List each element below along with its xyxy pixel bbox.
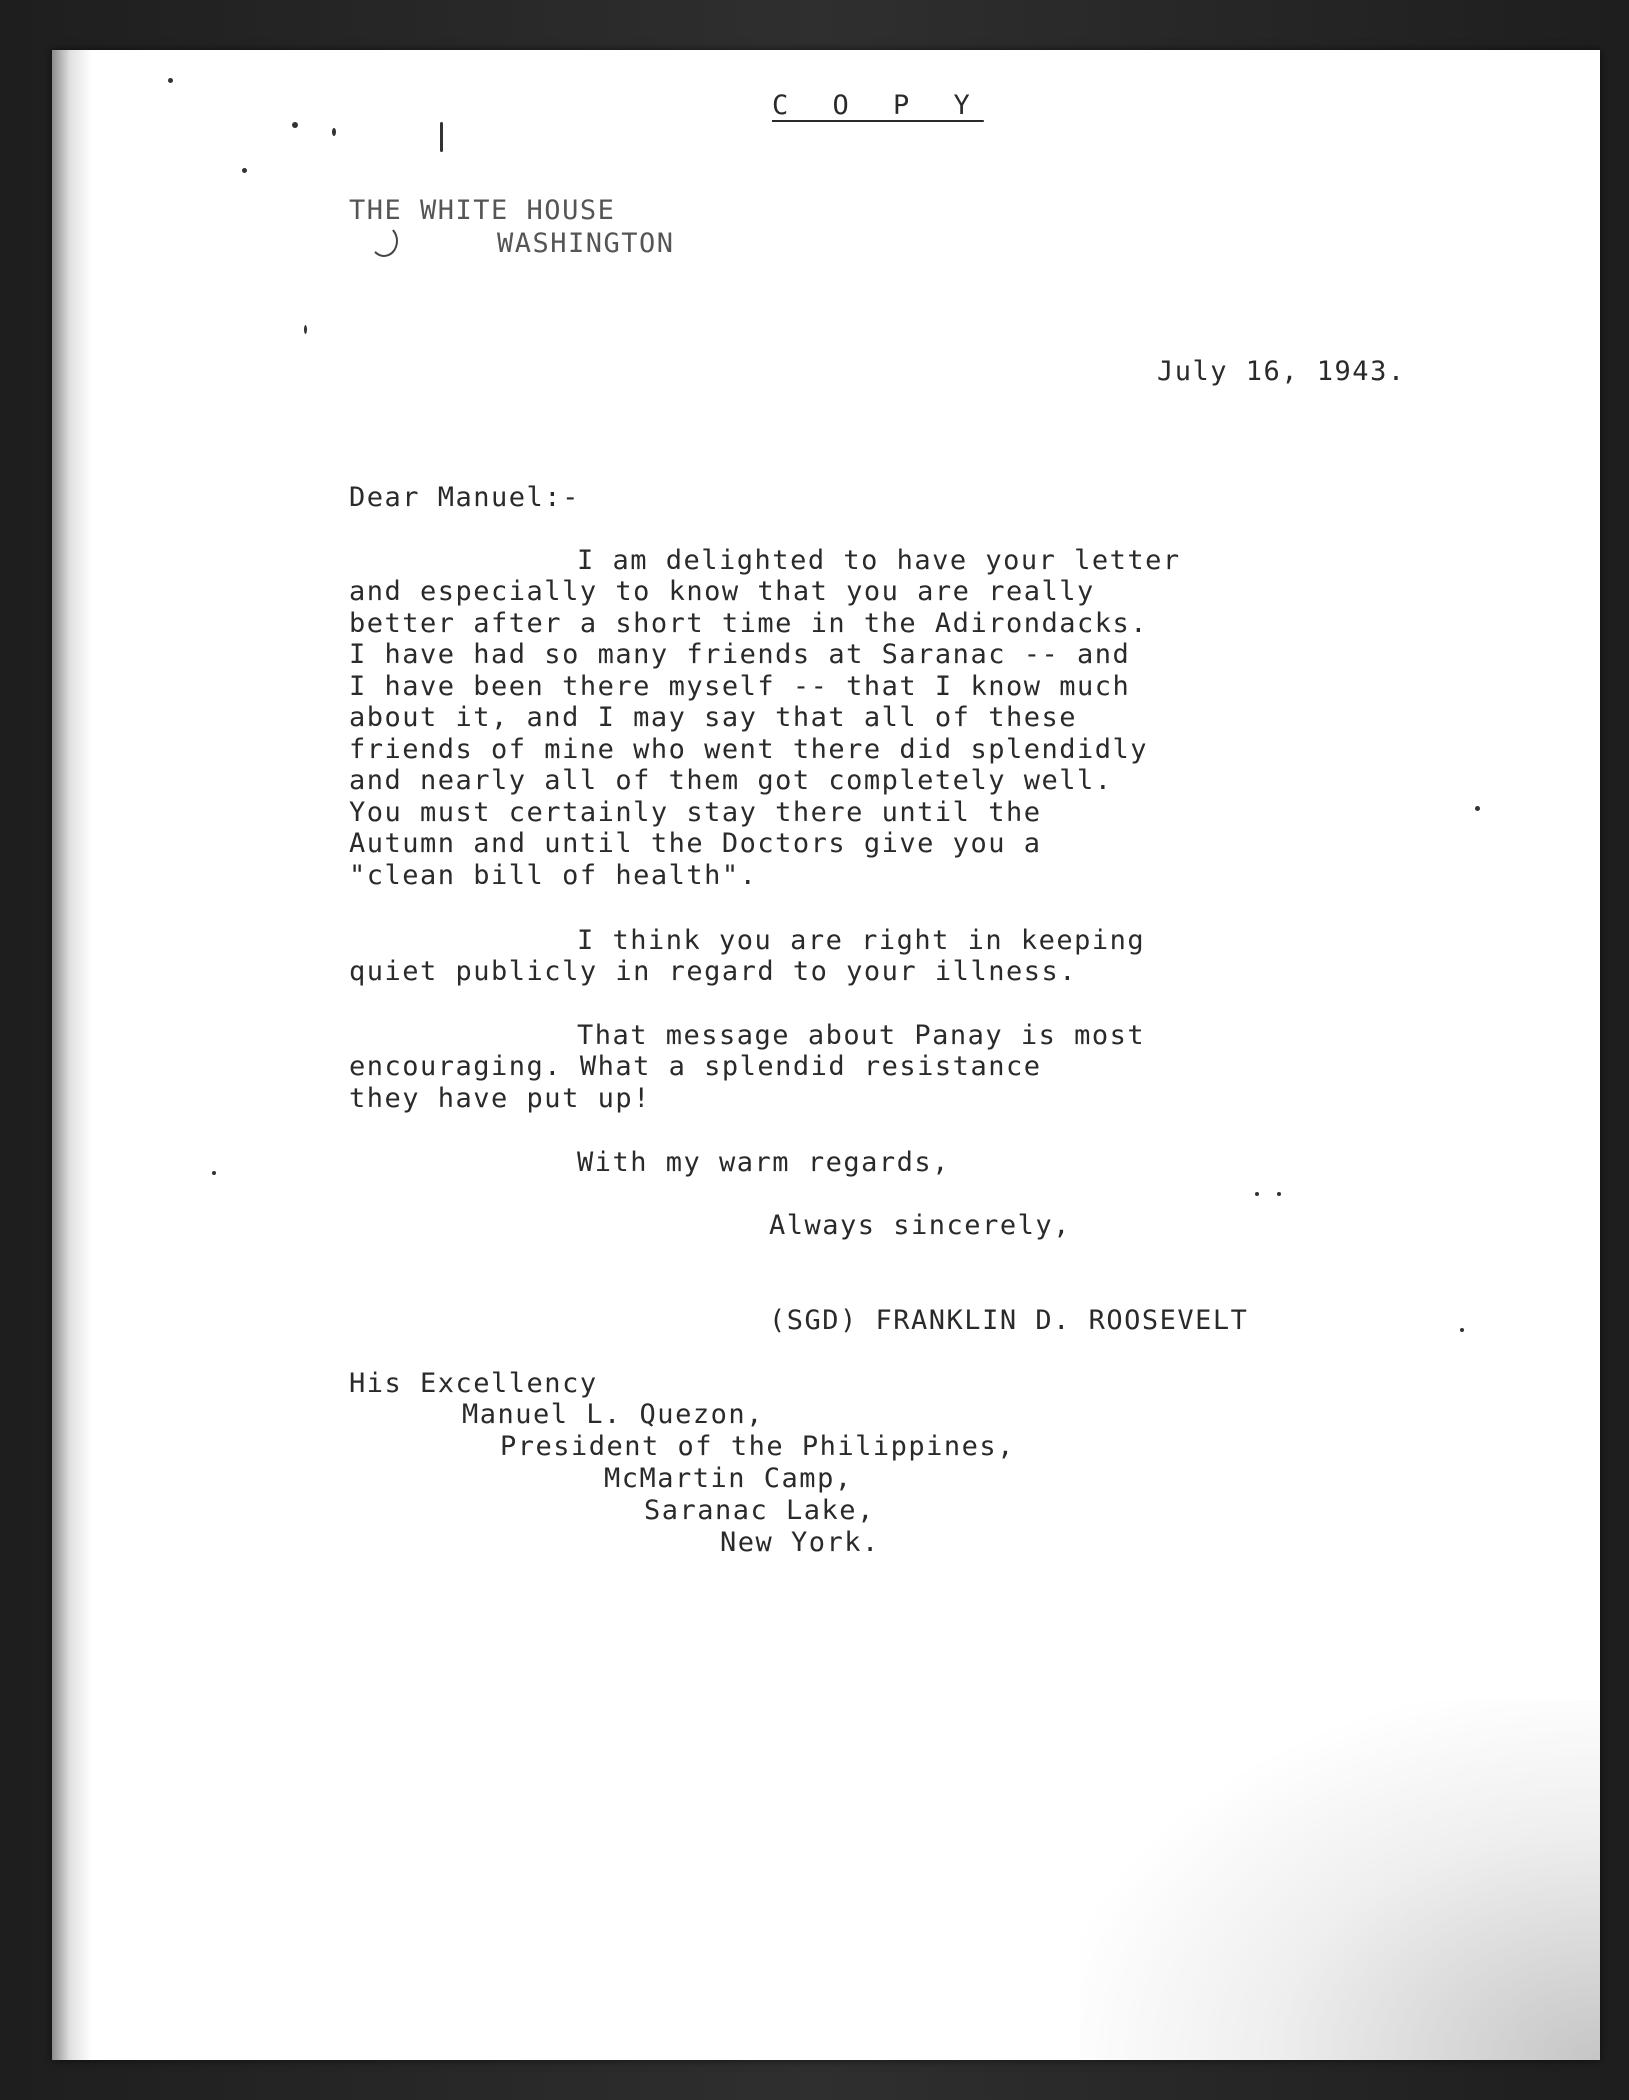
paragraph-3-body: encouraging. What a splendid resistance they have put up! — [349, 1051, 1042, 1114]
regards-line: With my warm regards, — [577, 1147, 950, 1178]
paragraph-1-body: and especially to know that you are really better after a short time in the Adirondacks. I have had so many friends at Saranac -- and I have been there myself -- that I know much about it, and I may say that all of these friends of mine who went there did splendidly and nearly all of them got completely well. You must certainly stay there until the Autumn and until the Doctors give you a "clean bill of health". — [349, 576, 1148, 891]
address-line: McMartin Camp, — [604, 1463, 853, 1494]
copy-speck — [332, 128, 336, 136]
copy-heading: C O P Y — [772, 90, 984, 121]
copy-speck — [292, 122, 298, 128]
letterhead-line-2: WASHINGTON — [497, 228, 675, 259]
letterhead-seal-mark — [370, 225, 398, 257]
copy-speck — [1255, 1192, 1259, 1196]
letter-date: July 16, 1943. — [1157, 356, 1406, 387]
address-line: His Excellency — [349, 1368, 598, 1399]
copy-speck — [212, 1171, 216, 1175]
address-line: Manuel L. Quezon, — [462, 1399, 764, 1430]
copy-speck — [1277, 1192, 1281, 1196]
address-line: Saranac Lake, — [644, 1495, 875, 1526]
letterhead-line-1: THE WHITE HOUSE — [349, 195, 616, 226]
signature-line: (SGD) FRANKLIN D. ROOSEVELT — [769, 1305, 1249, 1336]
copy-speck — [168, 78, 173, 83]
letter-page — [52, 50, 1600, 2060]
paragraph-1-first-line: I am delighted to have your letter — [577, 545, 1181, 576]
copy-speck — [1460, 1328, 1464, 1332]
salutation: Dear Manuel:- — [349, 482, 580, 513]
copy-speck — [242, 168, 247, 173]
copy-speck — [440, 122, 443, 152]
address-line: President of the Philippines, — [500, 1431, 1015, 1462]
paragraph-2-first-line: I think you are right in keeping — [577, 925, 1146, 956]
copy-speck — [1475, 806, 1480, 811]
closing-line: Always sincerely, — [769, 1210, 1071, 1241]
paragraph-2-body: quiet publicly in regard to your illness. — [349, 956, 1077, 987]
copy-speck — [304, 325, 307, 334]
address-line: New York. — [720, 1527, 880, 1558]
paragraph-3-first-line: That message about Panay is most — [577, 1020, 1146, 1051]
